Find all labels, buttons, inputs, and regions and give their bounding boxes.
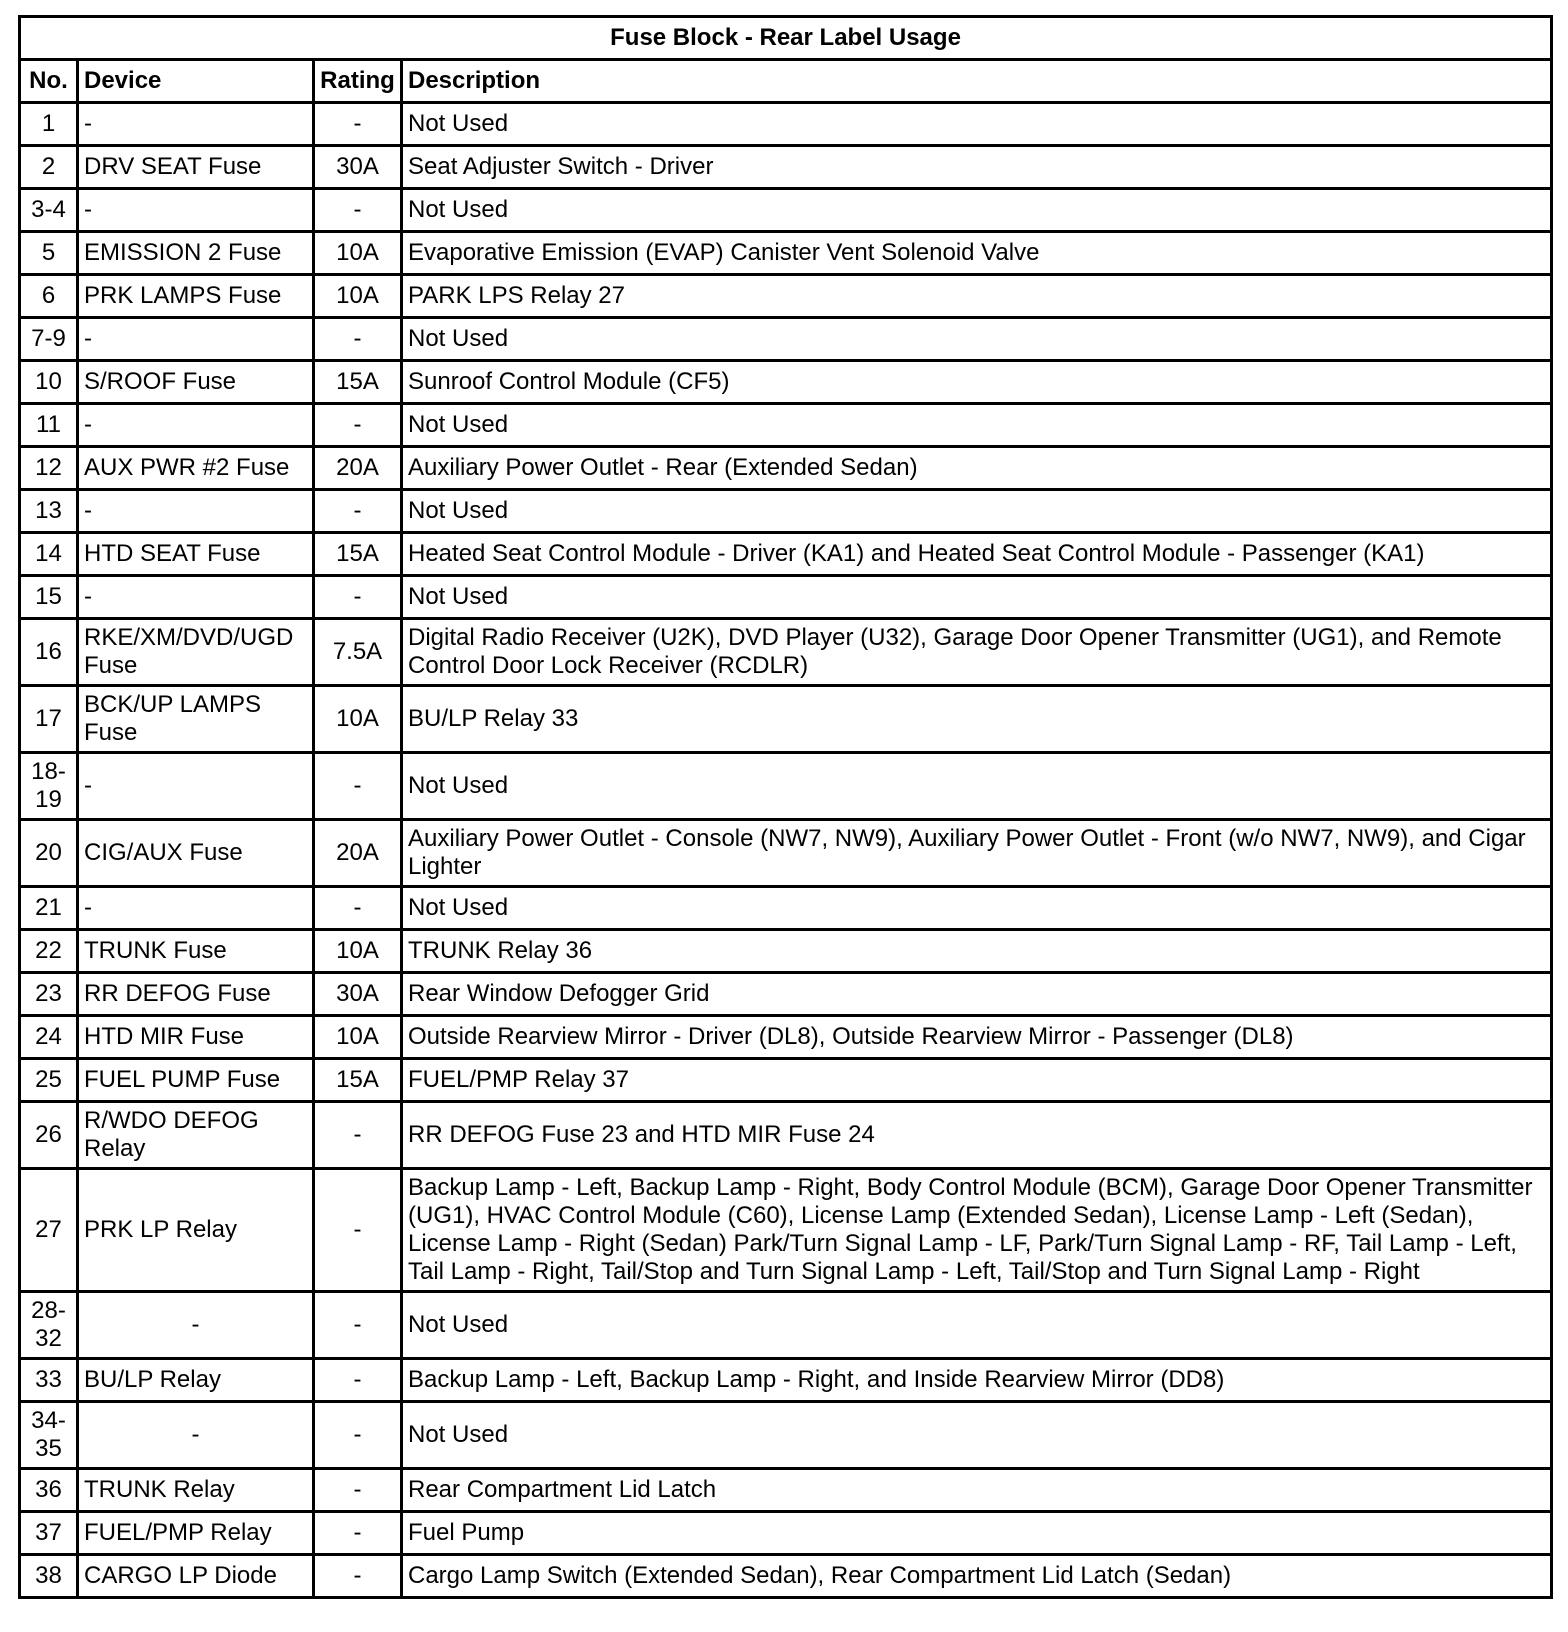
cell-no: 17: [20, 686, 78, 753]
cell-rating: 15A: [314, 361, 402, 404]
cell-rating: -: [314, 1402, 402, 1469]
cell-description: PARK LPS Relay 27: [402, 275, 1552, 318]
cell-description: Auxiliary Power Outlet - Rear (Extended Sedan): [402, 447, 1552, 490]
cell-device: -: [78, 1292, 314, 1359]
cell-no: 24: [20, 1016, 78, 1059]
cell-no: 33: [20, 1359, 78, 1402]
cell-device: -: [78, 576, 314, 619]
cell-device: S/ROOF Fuse: [78, 361, 314, 404]
cell-description: Sunroof Control Module (CF5): [402, 361, 1552, 404]
cell-no: 5: [20, 232, 78, 275]
cell-description: Not Used: [402, 576, 1552, 619]
cell-no: 16: [20, 619, 78, 686]
cell-rating: 20A: [314, 820, 402, 887]
table-row: [20, 232, 1552, 275]
cell-device: RKE/XM/DVD/UGD Fuse: [78, 619, 314, 686]
cell-no: 7-9: [20, 318, 78, 361]
cell-device: HTD SEAT Fuse: [78, 533, 314, 576]
cell-rating: 7.5A: [314, 619, 402, 686]
cell-description: Outside Rearview Mirror - Driver (DL8), Outside Rearview Mirror - Passenger (DL8): [402, 1016, 1552, 1059]
cell-no: 11: [20, 404, 78, 447]
cell-no: 27: [20, 1169, 78, 1292]
cell-description: Not Used: [402, 189, 1552, 232]
cell-device: FUEL/PMP Relay: [78, 1512, 314, 1555]
cell-rating: -: [314, 189, 402, 232]
cell-rating: 20A: [314, 447, 402, 490]
cell-rating: 10A: [314, 930, 402, 973]
table-row: [20, 404, 1552, 447]
cell-description: TRUNK Relay 36: [402, 930, 1552, 973]
column-header-rating: Rating: [314, 60, 402, 103]
cell-no: 10: [20, 361, 78, 404]
table-row: [20, 103, 1552, 146]
cell-no: 12: [20, 447, 78, 490]
table-row: [20, 930, 1552, 973]
table-row: [20, 1292, 1552, 1359]
cell-no: 20: [20, 820, 78, 887]
cell-rating: -: [314, 1512, 402, 1555]
cell-no: 3-4: [20, 189, 78, 232]
cell-no: 36: [20, 1469, 78, 1512]
cell-no: 37: [20, 1512, 78, 1555]
cell-no: 34-35: [20, 1402, 78, 1469]
cell-description: Not Used: [402, 1402, 1552, 1469]
cell-device: HTD MIR Fuse: [78, 1016, 314, 1059]
cell-description: Backup Lamp - Left, Backup Lamp - Right, Body Control Module (BCM), Garage Door Opener Transmitter (UG1), HVAC Control Module (C60), License Lamp (Extended Sedan), License Lamp - Left (Sedan), License Lamp - Right (Sedan) Park/Turn Signal Lamp - LF, Park/Turn Signal Lamp - RF, Tail Lamp - Left, Tail Lamp - Right, Tail/Stop and Turn Signal Lamp - Left, Tail/Stop and Turn Signal Lamp - Right: [402, 1169, 1552, 1292]
table-row: [20, 146, 1552, 189]
cell-rating: 30A: [314, 146, 402, 189]
cell-description: Fuel Pump: [402, 1512, 1552, 1555]
cell-device: CIG/AUX Fuse: [78, 820, 314, 887]
cell-no: 22: [20, 930, 78, 973]
cell-rating: 10A: [314, 686, 402, 753]
cell-description: Not Used: [402, 404, 1552, 447]
table-title: Fuse Block - Rear Label Usage: [20, 17, 1552, 60]
cell-rating: -: [314, 887, 402, 930]
table-row: [20, 686, 1552, 753]
cell-no: 23: [20, 973, 78, 1016]
cell-no: 38: [20, 1555, 78, 1598]
cell-device: PRK LP Relay: [78, 1169, 314, 1292]
cell-rating: 10A: [314, 232, 402, 275]
cell-rating: -: [314, 1169, 402, 1292]
cell-rating: 10A: [314, 275, 402, 318]
cell-device: DRV SEAT Fuse: [78, 146, 314, 189]
fuse-usage-table: [18, 15, 1553, 1599]
cell-description: BU/LP Relay 33: [402, 686, 1552, 753]
cell-no: 13: [20, 490, 78, 533]
cell-description: Not Used: [402, 490, 1552, 533]
cell-device: BU/LP Relay: [78, 1359, 314, 1402]
table-row: [20, 1016, 1552, 1059]
cell-rating: -: [314, 318, 402, 361]
table-row: [20, 820, 1552, 887]
table-row: [20, 619, 1552, 686]
column-header-description: Description: [402, 60, 1552, 103]
cell-description: Rear Window Defogger Grid: [402, 973, 1552, 1016]
cell-rating: -: [314, 753, 402, 820]
cell-description: FUEL/PMP Relay 37: [402, 1059, 1552, 1102]
cell-no: 25: [20, 1059, 78, 1102]
cell-device: -: [78, 189, 314, 232]
cell-rating: 15A: [314, 1059, 402, 1102]
table-row: [20, 576, 1552, 619]
table-row: [20, 753, 1552, 820]
column-header-device: Device: [78, 60, 314, 103]
cell-description: Not Used: [402, 318, 1552, 361]
table-row: [20, 361, 1552, 404]
cell-description: Rear Compartment Lid Latch: [402, 1469, 1552, 1512]
table-row: [20, 447, 1552, 490]
table-row: [20, 1555, 1552, 1598]
cell-no: 26: [20, 1102, 78, 1169]
cell-device: TRUNK Relay: [78, 1469, 314, 1512]
cell-no: 15: [20, 576, 78, 619]
cell-device: CARGO LP Diode: [78, 1555, 314, 1598]
table-row: [20, 1469, 1552, 1512]
cell-no: 28-32: [20, 1292, 78, 1359]
cell-description: Backup Lamp - Left, Backup Lamp - Right, and Inside Rearview Mirror (DD8): [402, 1359, 1552, 1402]
cell-rating: -: [314, 1292, 402, 1359]
table-row: [20, 189, 1552, 232]
cell-device: BCK/UP LAMPS Fuse: [78, 686, 314, 753]
cell-description: Seat Adjuster Switch - Driver: [402, 146, 1552, 189]
cell-no: 1: [20, 103, 78, 146]
cell-device: -: [78, 887, 314, 930]
cell-device: -: [78, 753, 314, 820]
table-row: [20, 1512, 1552, 1555]
cell-device: R/WDO DEFOG Relay: [78, 1102, 314, 1169]
cell-description: Not Used: [402, 103, 1552, 146]
table-row: [20, 533, 1552, 576]
table-row: [20, 1169, 1552, 1292]
cell-description: Cargo Lamp Switch (Extended Sedan), Rear Compartment Lid Latch (Sedan): [402, 1555, 1552, 1598]
table-row: [20, 1359, 1552, 1402]
column-header-row: [20, 60, 1552, 103]
cell-rating: 10A: [314, 1016, 402, 1059]
cell-device: -: [78, 318, 314, 361]
cell-no: 2: [20, 146, 78, 189]
table-row: [20, 490, 1552, 533]
cell-description: Auxiliary Power Outlet - Console (NW7, NW9), Auxiliary Power Outlet - Front (w/o NW7, NW9), and Cigar Lighter: [402, 820, 1552, 887]
cell-no: 6: [20, 275, 78, 318]
cell-rating: -: [314, 1102, 402, 1169]
cell-rating: -: [314, 1555, 402, 1598]
cell-device: -: [78, 103, 314, 146]
cell-no: 21: [20, 887, 78, 930]
cell-no: 14: [20, 533, 78, 576]
cell-device: EMISSION 2 Fuse: [78, 232, 314, 275]
cell-rating: -: [314, 1469, 402, 1512]
cell-device: TRUNK Fuse: [78, 930, 314, 973]
column-header-no: No.: [20, 60, 78, 103]
cell-device: FUEL PUMP Fuse: [78, 1059, 314, 1102]
cell-description: Digital Radio Receiver (U2K), DVD Player (U32), Garage Door Opener Transmitter (UG1), and Remote Control Door Lock Receiver (RCDLR): [402, 619, 1552, 686]
cell-rating: 15A: [314, 533, 402, 576]
table-row: [20, 887, 1552, 930]
cell-rating: -: [314, 404, 402, 447]
cell-rating: -: [314, 1359, 402, 1402]
cell-rating: 30A: [314, 973, 402, 1016]
cell-device: PRK LAMPS Fuse: [78, 275, 314, 318]
table-row: [20, 1102, 1552, 1169]
table-row: [20, 318, 1552, 361]
cell-description: Not Used: [402, 887, 1552, 930]
cell-device: RR DEFOG Fuse: [78, 973, 314, 1016]
table-row: [20, 973, 1552, 1016]
table-row: [20, 1402, 1552, 1469]
cell-no: 18-19: [20, 753, 78, 820]
table-row: [20, 1059, 1552, 1102]
cell-description: Evaporative Emission (EVAP) Canister Vent Solenoid Valve: [402, 232, 1552, 275]
cell-rating: -: [314, 576, 402, 619]
cell-device: -: [78, 1402, 314, 1469]
cell-description: RR DEFOG Fuse 23 and HTD MIR Fuse 24: [402, 1102, 1552, 1169]
cell-rating: -: [314, 103, 402, 146]
table-row: [20, 275, 1552, 318]
cell-description: Not Used: [402, 753, 1552, 820]
cell-device: -: [78, 490, 314, 533]
cell-description: Not Used: [402, 1292, 1552, 1359]
cell-device: AUX PWR #2 Fuse: [78, 447, 314, 490]
cell-device: -: [78, 404, 314, 447]
cell-description: Heated Seat Control Module - Driver (KA1) and Heated Seat Control Module - Passenger (KA1): [402, 533, 1552, 576]
cell-rating: -: [314, 490, 402, 533]
